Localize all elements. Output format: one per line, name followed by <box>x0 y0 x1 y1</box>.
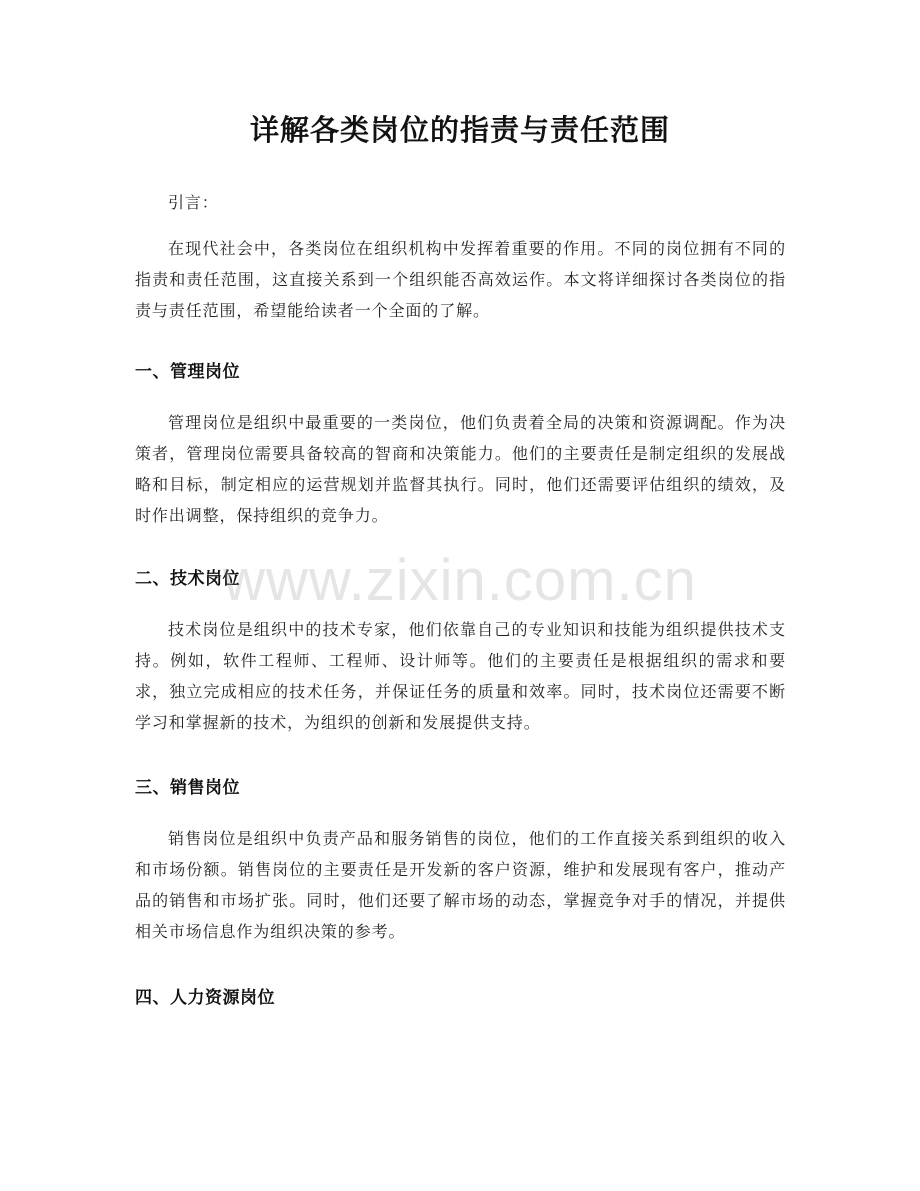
section-heading-technical: 二、技术岗位 <box>135 569 240 589</box>
intro-paragraph: 在现代社会中，各类岗位在组织机构中发挥着重要的作用。不同的岗位拥有不同的指责和责任范围，这直接关系到一个组织能否高效运作。本文将详细探讨各类岗位的指责与责任范围，希望能给读者一个全面的了解。 <box>135 239 786 320</box>
section-heading-management: 一、管理岗位 <box>135 362 240 382</box>
section-heading-hr: 四、人力资源岗位 <box>135 988 275 1008</box>
document-title: 详解各类岗位的指责与责任范围 <box>249 113 670 147</box>
intro-label: 引言： <box>168 193 219 212</box>
section-text-sales: 销售岗位是组织中负责产品和服务销售的岗位，他们的工作直接关系到组织的收入和市场份额。销售岗位的主要责任是开发新的客户资源，维护和发展现有客户，推动产品的销售和市场扩张。同时，他们还要了解市场的动态，掌握竞争对手的情况，并提供相关市场信息作为组织决策的参考。 <box>135 829 786 941</box>
section-text-management: 管理岗位是组织中最重要的一类岗位，他们负责着全局的决策和资源调配。作为决策者，管理岗位需要具备较高的智商和决策能力。他们的主要责任是制定组织的发展战略和目标，制定相应的运营规划并监督其执行。同时，他们还需要评估组织的绩效，及时作出调整，保持组织的竞争力。 <box>135 413 786 525</box>
section-heading-sales: 三、销售岗位 <box>135 778 240 798</box>
section-text-technical: 技术岗位是组织中的技术专家，他们依靠自己的专业知识和技能为组织提供技术支持。例如，软件工程师、工程师、设计师等。他们的主要责任是根据组织的需求和要求，独立完成相应的技术任务，并保证任务的质量和效率。同时，技术岗位还需要不断学习和掌握新的技术，为组织的创新和发展提供支持。 <box>135 620 786 732</box>
watermark: www.zixin.com.cn <box>223 548 697 613</box>
